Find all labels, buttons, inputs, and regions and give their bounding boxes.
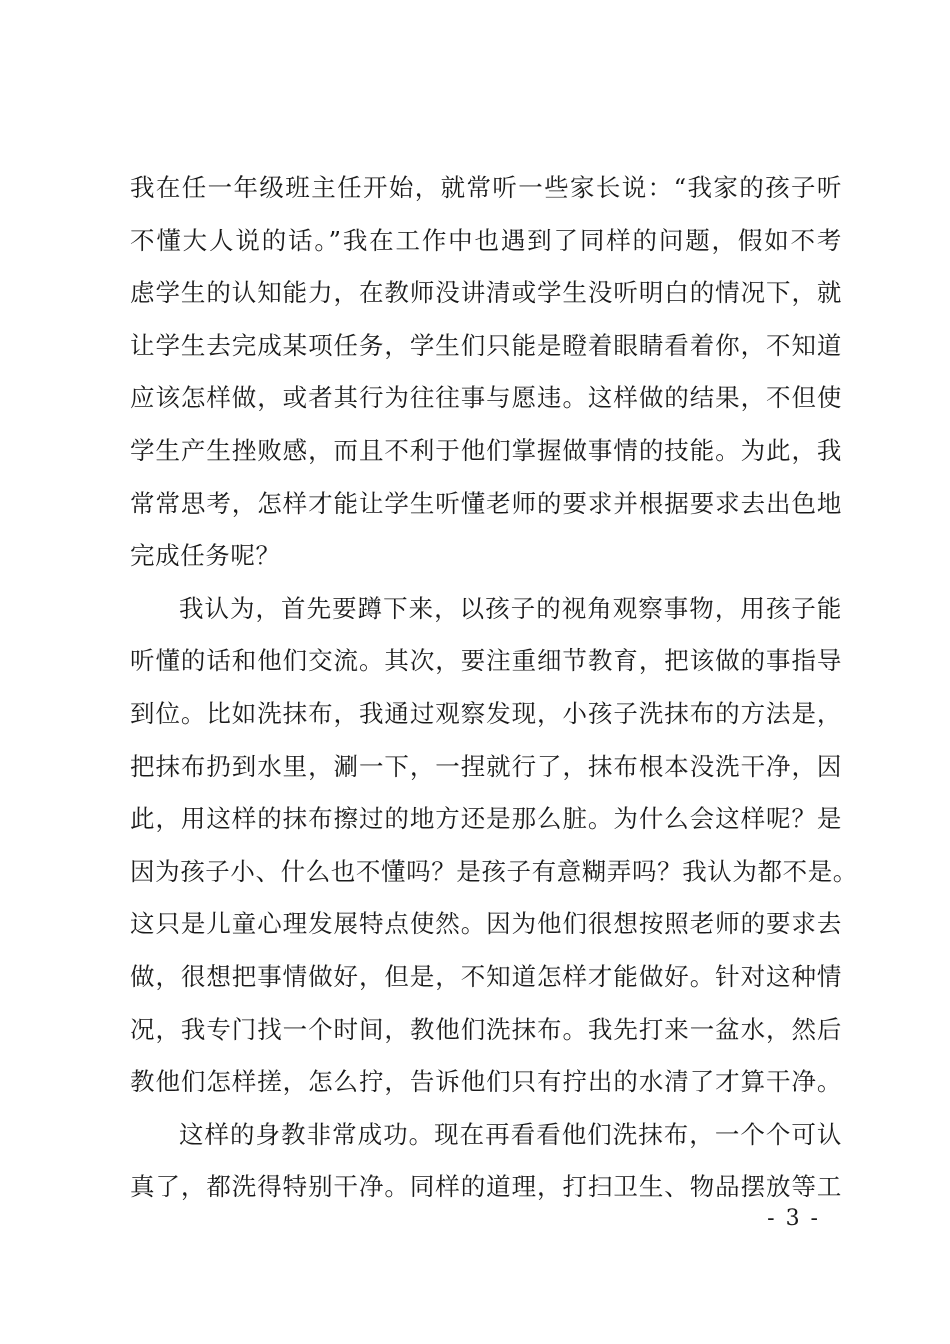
paragraph-2-line-8: 做，很想把事情做好，但是，不知道怎样才能做好。针对这种情 <box>130 961 842 991</box>
paragraph-2-line-7: 这只是儿童心理发展特点使然。因为他们很想按照老师的要求去 <box>130 909 842 939</box>
paragraph-2-line-4: 把抹布扔到水里，涮一下，一捏就行了，抹布根本没洗干净，因 <box>130 751 842 781</box>
paragraph-1-line-2: 不懂大人说的话。”我在工作中也遇到了同样的问题，假如不考 <box>130 225 842 255</box>
paragraph-1-line-3: 虑学生的认知能力，在教师没讲清或学生没听明白的情况下，就 <box>130 278 842 308</box>
paragraph-2-line-1: 我认为，首先要蹲下来，以孩子的视角观察事物，用孩子能 <box>179 593 842 623</box>
paragraph-1-line-1: 我在任一年级班主任开始，就常听一些家长说：“我家的孩子听 <box>130 173 842 202</box>
body-text <box>130 162 858 1214</box>
paragraph-1-line-5: 应该怎样做，或者其行为往往事与愿违。这样做的结果，不但使 <box>130 383 842 413</box>
paragraph-1-line-4: 让学生去完成某项任务，学生们只能是瞪着眼睛看着你，不知道 <box>130 330 842 360</box>
paragraph-3-line-1: 这样的身教非常成功。现在再看看他们洗抹布，一个个可认 <box>179 1119 842 1149</box>
paragraph-1-line-8: 完成任务呢？ <box>130 541 281 571</box>
paragraph-2-line-10: 教他们怎样搓，怎么拧，告诉他们只有拧出的水清了才算干净。 <box>130 1067 842 1097</box>
page-number: - 3 - <box>767 1206 820 1231</box>
paragraph-3-line-2: 真了，都洗得特别干净。同样的道理，打扫卫生、物品摆放等工 <box>130 1172 842 1202</box>
paragraph-1-line-7: 常常思考，怎样才能让学生听懂老师的要求并根据要求去出色地 <box>130 488 842 518</box>
paragraph-2-line-3: 到位。比如洗抹布，我通过观察发现，小孩子洗抹布的方法是， <box>130 698 842 728</box>
paragraph-2-line-9: 况，我专门找一个时间，教他们洗抹布。我先打来一盆水，然后 <box>130 1014 842 1044</box>
paragraph-2-line-5: 此，用这样的抹布擦过的地方还是那么脏。为什么会这样呢？是 <box>130 804 842 834</box>
paragraph-2-line-6: 因为孩子小、什么也不懂吗？是孩子有意糊弄吗？我认为都不是。 <box>130 856 858 886</box>
paragraph-1-line-6: 学生产生挫败感，而且不利于他们掌握做事情的技能。为此，我 <box>130 435 842 465</box>
paragraph-2-line-2: 听懂的话和他们交流。其次，要注重细节教育，把该做的事指导 <box>130 646 842 676</box>
